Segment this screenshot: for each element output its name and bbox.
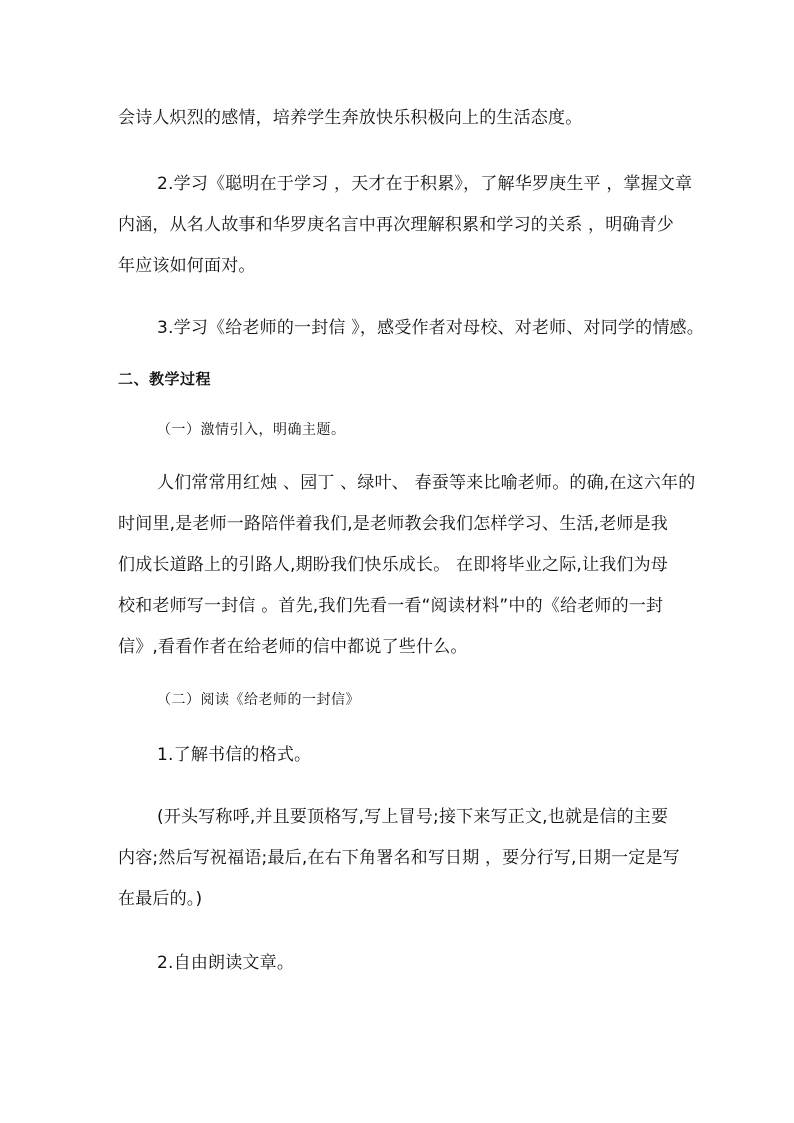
section-heading-teaching-process: 二、教学过程: [118, 370, 212, 388]
step-1-paragraph-line: 们成长道路上的引路人,期盼我们快乐成长。 在即将毕业之际,让我们为母: [118, 555, 669, 575]
step-1-paragraph-line: 时间里,是老师一路陪伴着我们,是老师教会我们怎样学习、生活,老师是我: [118, 514, 669, 534]
goal-2-line-1: 2.学习《聪明在于学习 ，天才在于积累》，了解华罗庚生平 ，掌握文章: [157, 174, 693, 194]
goal-2-line-2: 内涵，从名人故事和华罗庚名言中再次理解积累和学习的关系 ，明确青少: [118, 215, 675, 235]
step-1-paragraph-line: 人们常常用红烛 、园丁 、绿叶、 春蚕等来比喻老师。的确,在这六年的: [157, 473, 696, 493]
goal-2-line-3: 年应该如何面对。: [118, 256, 256, 276]
step-2-item-1-note-line: 在最后的。): [118, 889, 203, 909]
step-1-title: （一）激情引入，明确主题。: [157, 422, 346, 438]
goal-1-tail-line: 会诗人炽烈的感情，培养学生奔放快乐积极向上的生活态度。: [118, 108, 583, 128]
step-1-paragraph-line: 校和老师写一封信 。首先,我们先看一看“阅读材料”中的《给老师的一封: [118, 596, 664, 616]
step-2-item-2: 2.自由朗读文章。: [157, 953, 295, 973]
step-2-item-1-note-line: (开头写称呼,并且要顶格写,写上冒号;接下来写正文,也就是信的主要: [157, 807, 669, 827]
step-2-title: （二）阅读《给老师的一封信》: [157, 692, 360, 708]
step-1-paragraph-line: 信》,看看作者在给老师的信中都说了些什么。: [118, 637, 468, 657]
goal-3-line: 3.学习《给老师的一封信 》，感受作者对母校、对老师、对同学的情感。: [157, 318, 704, 338]
step-2-item-1-note-line: 内容;然后写祝福语;最后,在右下角署名和写日期 ，要分行写,日期一定是写: [118, 848, 680, 868]
step-2-item-1: 1.了解书信的格式。: [157, 745, 312, 765]
